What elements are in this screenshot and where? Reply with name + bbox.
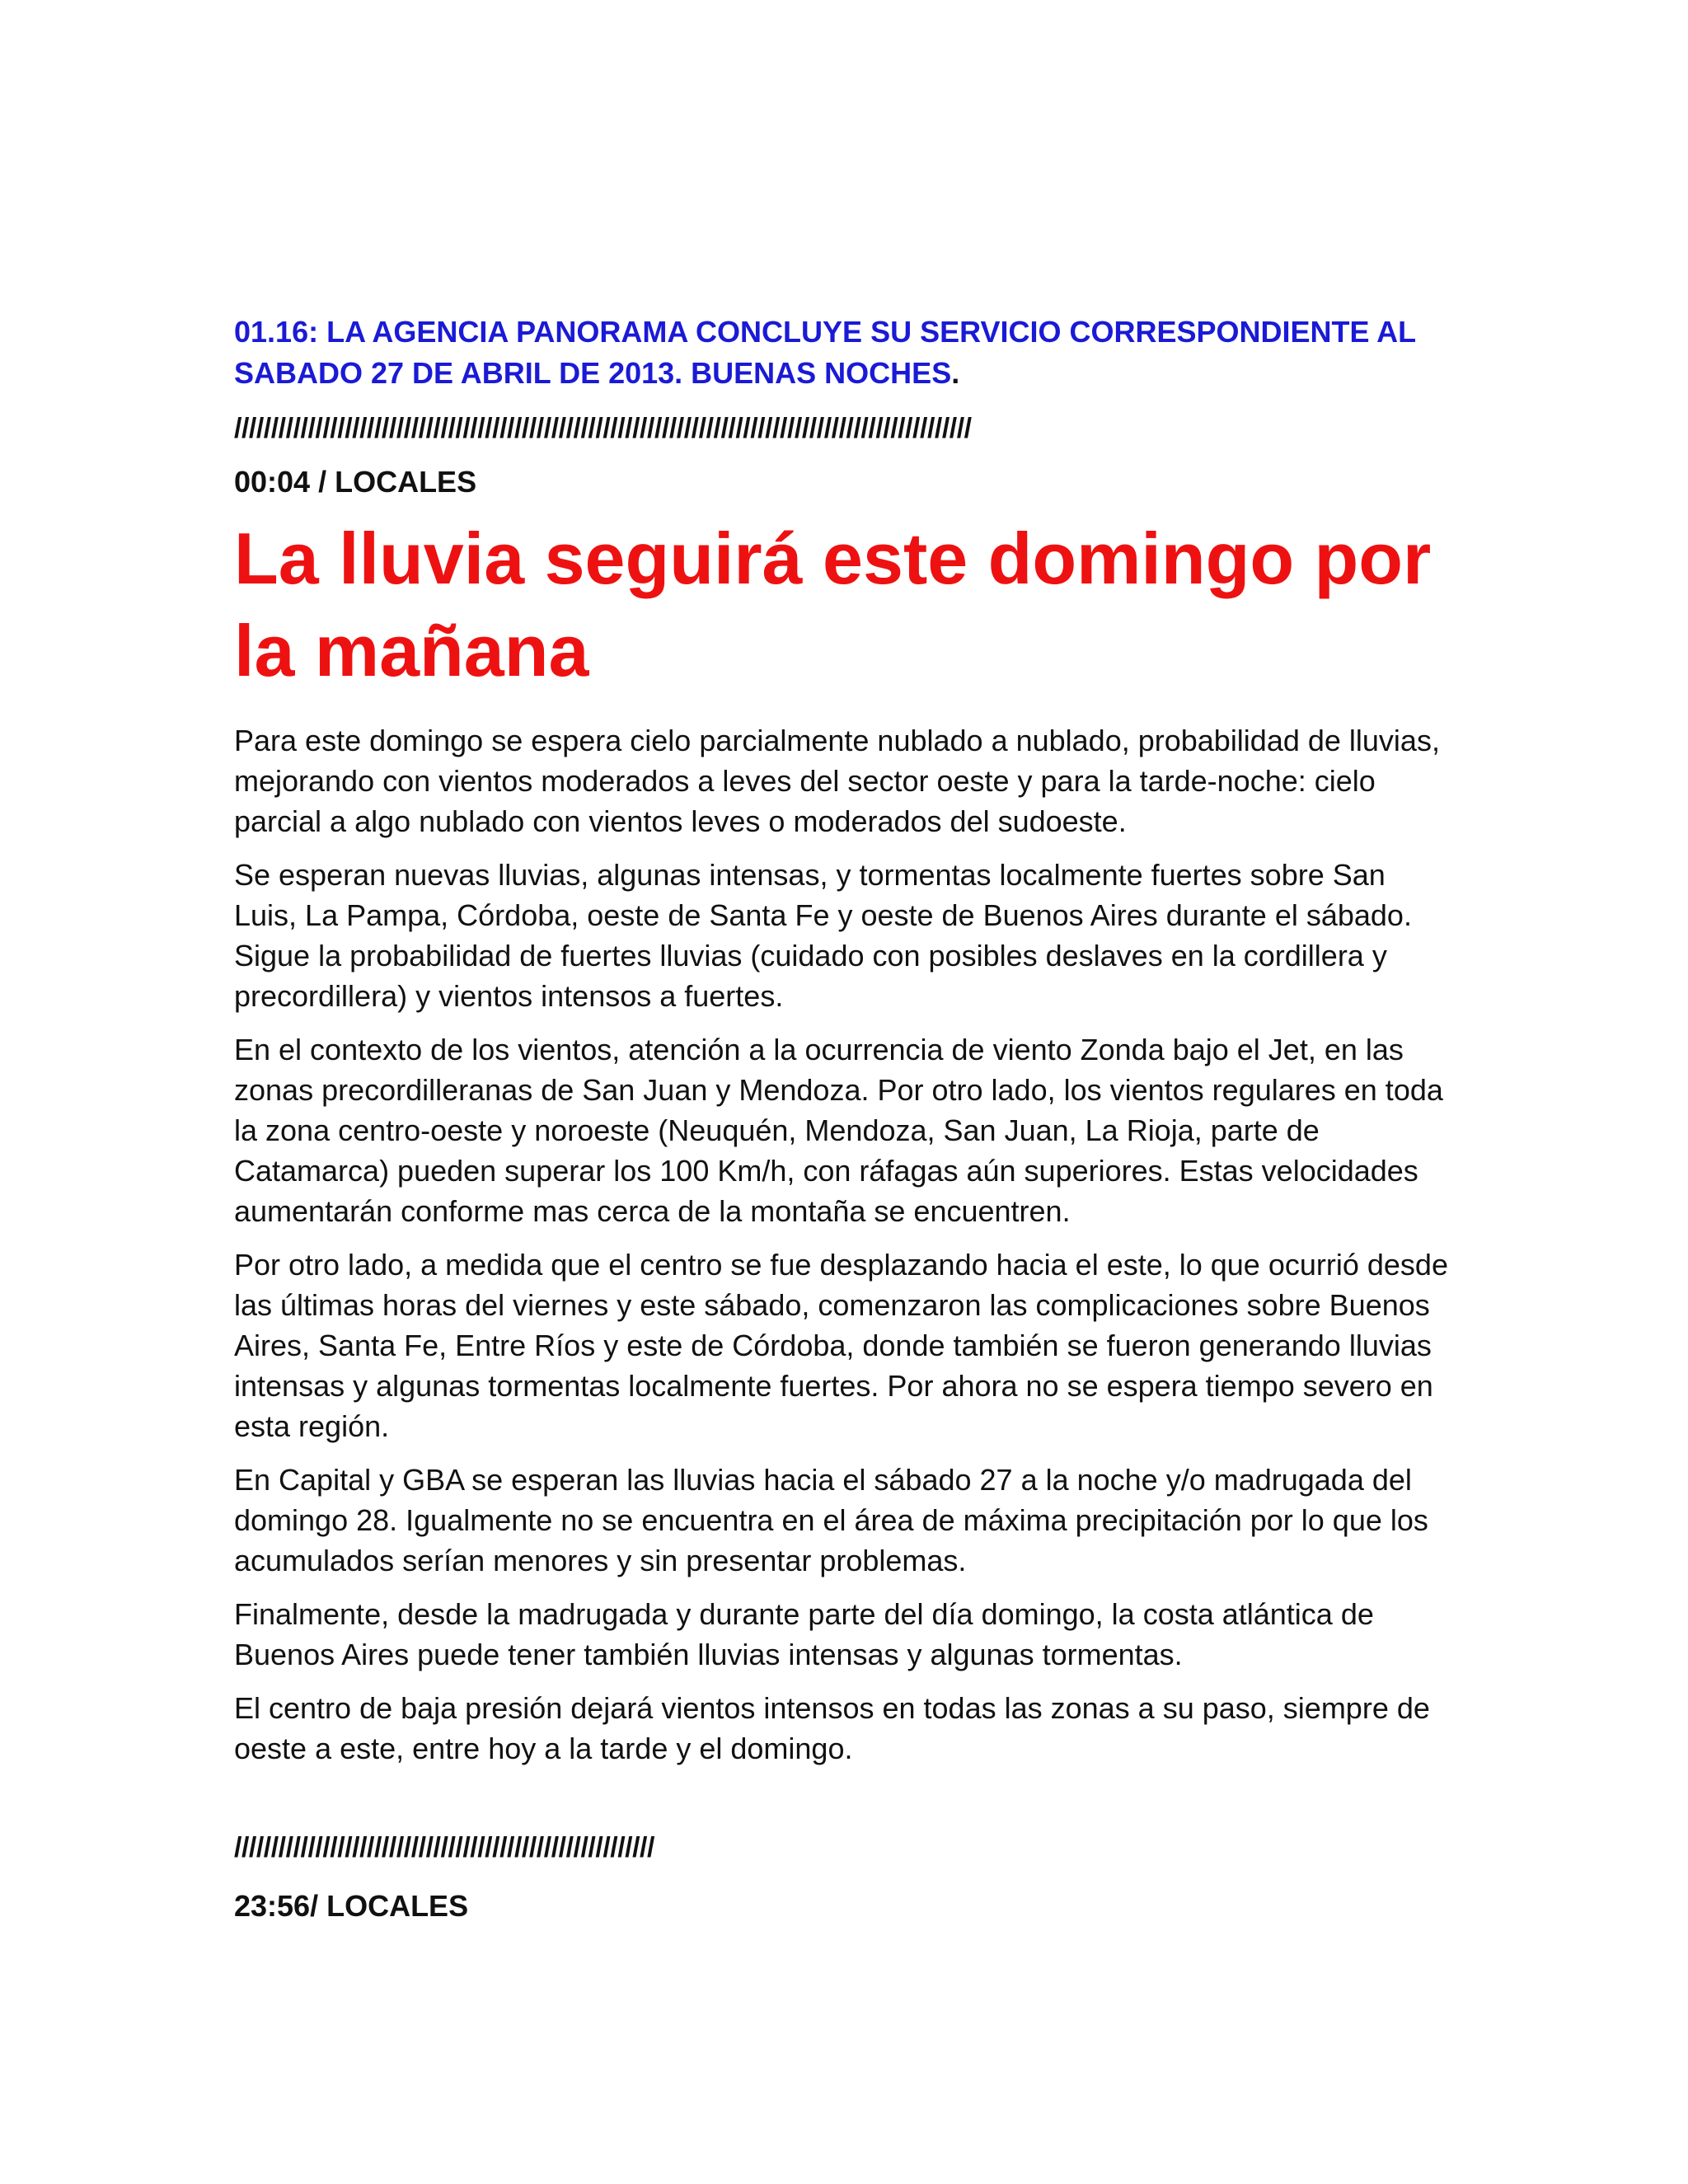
article-paragraph: En Capital y GBA se esperan las lluvias hacia el sábado 27 a la noche y/o madrugada del domingo 28. Igualmente no se encuentra en el área de máxima precipitación por lo que los acumulados serían menores y sin presentar problemas. — [234, 1463, 1428, 1577]
document-page — [234, 312, 1454, 1927]
closing-notice-dot: . — [951, 356, 960, 390]
article-paragraph: Por otro lado, a medida que el centro se fue desplazando hacia el este, lo que ocurrió desde las últimas horas del viernes y este sábado, comenzaron las complicaciones sobre Buenos Aires, Santa Fe, Entre Ríos y este de Córdoba, donde también se fueron generando lluvias intensas y algunas tormentas localmente fuertes. Por ahora no se espera tiempo severo en esta región. — [234, 1248, 1448, 1443]
article-paragraph: Se esperan nuevas lluvias, algunas intensas, y tormentas localmente fuertes sobre San Luis, La Pampa, Córdoba, oeste de Santa Fe y oeste de Buenos Aires durante el sábado. Sigue la probabilidad de fuertes lluvias (cuidado con posibles deslaves en la cordillera y precordillera) y vientos intensos a fuertes. — [234, 858, 1412, 1013]
article-paragraph: El centro de baja presión dejará vientos intensos en todas las zonas a su paso, siempre de oeste a este, entre hoy a la tarde y el domingo. — [234, 1691, 1430, 1765]
article-paragraph: Para este domingo se espera cielo parcialmente nublado a nublado, probabilidad de lluvias, mejorando con vientos moderados a leves del sector oeste y para la tarde-noche: cielo parcial a algo nublado con vientos leves o moderados del sudoeste. — [234, 724, 1440, 838]
closing-notice — [234, 312, 1454, 394]
article-paragraph: Finalmente, desde la madrugada y durante parte del día domingo, la costa atlántica de Buenos Aires puede tener también lluvias intensas y algunas tormentas. — [234, 1597, 1374, 1671]
closing-notice-text: 01.16: LA AGENCIA PANORAMA CONCLUYE SU SERVICIO CORRESPONDIENTE AL SABADO 27 DE ABRIL DE 2013. BUENAS NOCHES — [234, 315, 1416, 390]
next-section-tag: 23:56/ LOCALES — [234, 1889, 469, 1923]
separator-long: //////////////////////////////////////////////////////////////////////////////////////////////////// — [234, 413, 972, 444]
article-paragraph: En el contexto de los vientos, atención a la ocurrencia de viento Zonda bajo el Jet, en las zonas precordilleranas de San Juan y Mendoza. Por otro lado, los vientos regulares en toda la zona centro-oeste y noroeste (Neuquén, Mendoza, San Juan, La Rioja, parte de Catamarca) pueden superar los 100 Km/h, con ráfagas aún superiores. Estas velocidades aumentarán conforme mas cerca de la montaña se encuentren. — [234, 1033, 1443, 1228]
article-body — [234, 720, 1454, 1769]
headline: La lluvia seguirá este domingo por la mañana — [234, 518, 1432, 691]
section-tag: 00:04 / LOCALES — [234, 465, 477, 499]
separator-short: ///////////////////////////////////////////////////////// — [234, 1832, 654, 1863]
